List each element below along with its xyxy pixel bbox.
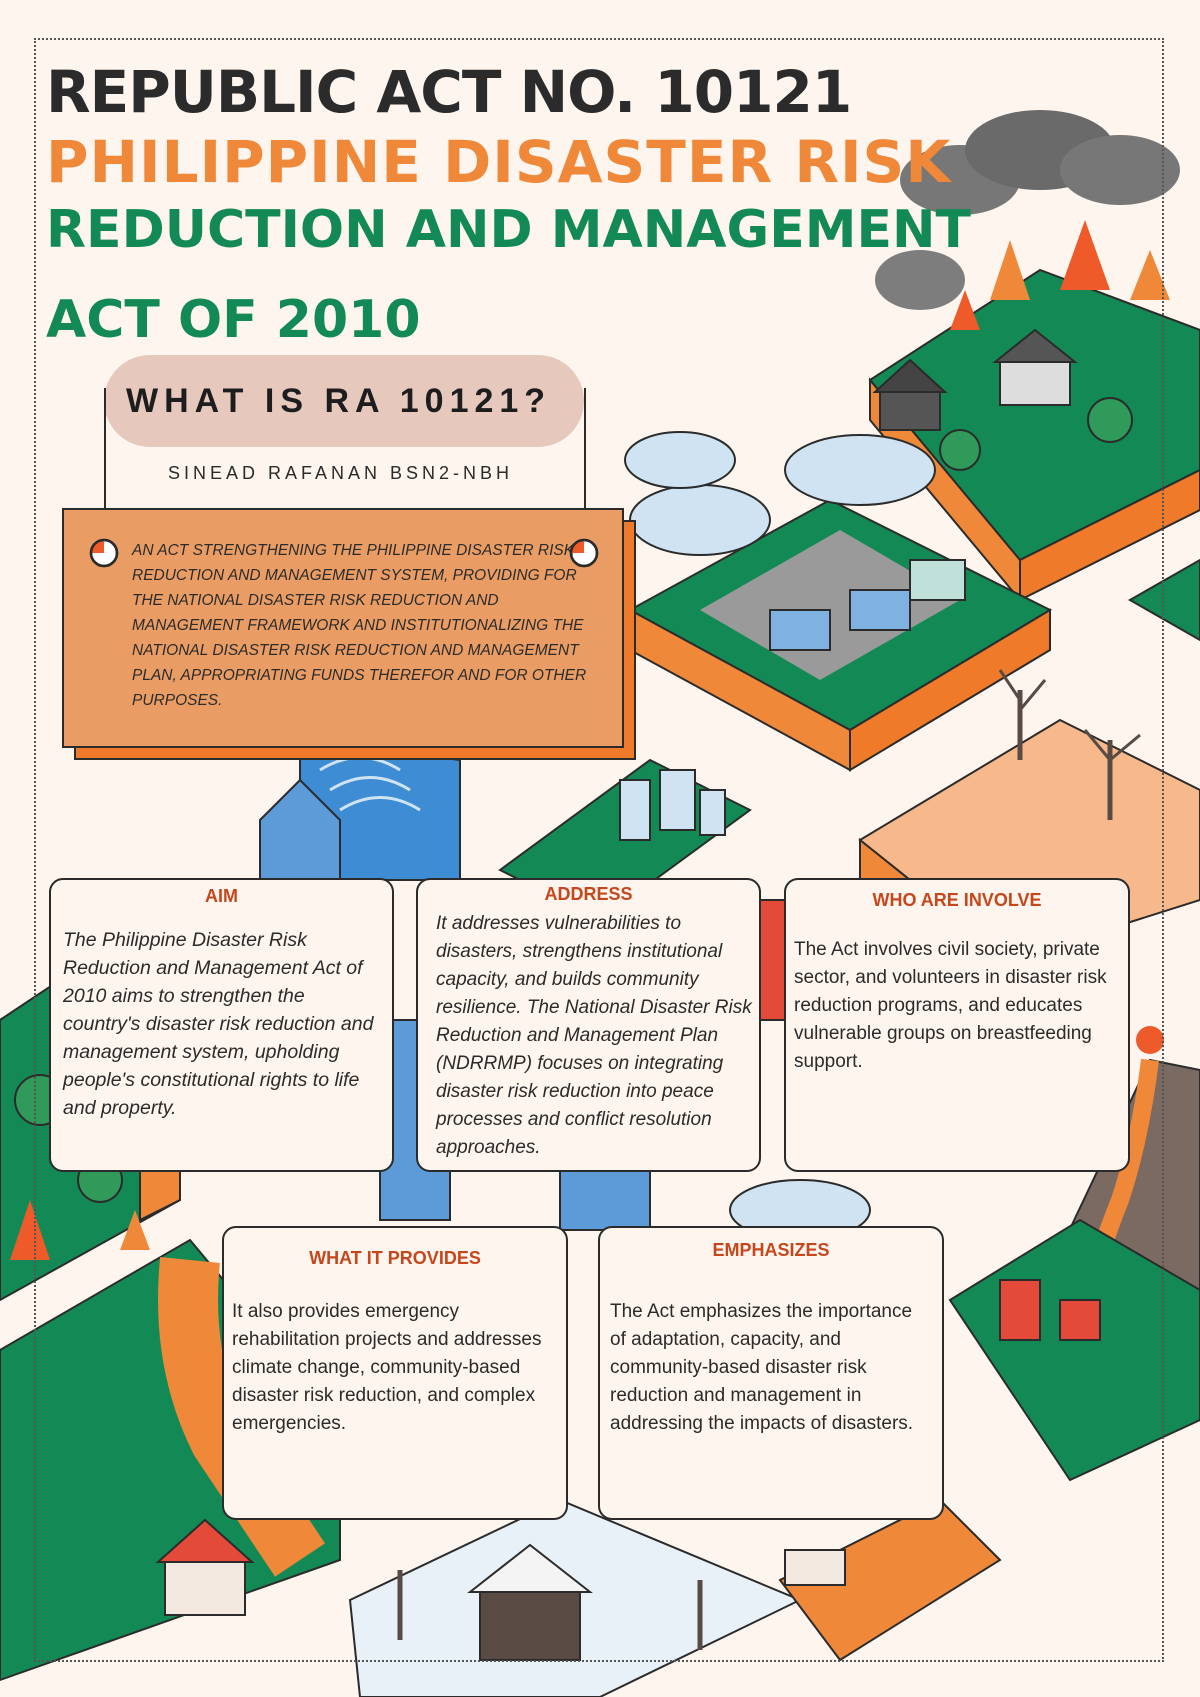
address-title: ADDRESS [544,884,633,904]
emphasizes-title: EMPHASIZES [712,1240,830,1260]
provides-card [222,1226,568,1520]
address-body: It addresses vulnerabilities to disasters, strengthens institutional capacity, and builds community resilience. The National Disaster Risk Reduction and Management Plan (NDRRMP) focuses on integrating disaster risk reduction into peace processes and conflict resolution approaches. [436,913,752,1158]
title-line-4: ACT OF 2010 [46,290,421,350]
aim-body: The Philippine Disaster Risk Reduction and Management Act of 2010 aims to strengthen the country's disaster risk reduction and management system, upholding people's constitutional rights to life and property. [63,929,374,1119]
intro-description: AN ACT STRENGTHENING THE PHILIPPINE DISASTER RISK REDUCTION AND MANAGEMENT SYSTEM, PROVIDING FOR THE NATIONAL DISASTER RISK REDUCTION AND MANAGEMENT FRAMEWORK AND INSTITUTIONALIZING THE NATIONAL DISASTER RISK REDUCTION AND MANAGEMENT PLAN, APPROPRIATING FUNDS THEREFOR AND FOR OTHER PURPOSES. [132,542,587,709]
aim-title: AIM [205,886,238,906]
pin-icon [89,538,119,568]
title-line-1: REPUBLIC ACT NO. 10121 [46,58,852,126]
involve-card [784,878,1130,1172]
involve-body: The Act involves civil society, private sector, and volunteers in disaster risk reduction programs, and educates vulnerable groups on breastfeeding support. [794,939,1107,1072]
title-line-2: PHILIPPINE DISASTER RISK [46,128,952,196]
snow-storm-tile [350,1500,800,1697]
question-heading: WHAT IS RA 10121? [126,382,552,420]
emphasizes-card [598,1226,944,1520]
emphasizes-body: The Act emphasizes the importance of adaptation, capacity, and community-based disaster risk reduction and management in addressing the impacts of disasters. [610,1301,914,1434]
provides-title: WHAT IT PROVIDES [309,1248,481,1268]
provides-body: It also provides emergency rehabilitation projects and addresses climate change, community-based disaster risk reduction, and complex emergencies. [232,1301,542,1434]
title-line-3: REDUCTION AND MANAGEMENT [46,200,972,260]
involve-title: WHO ARE INVOLVE [872,890,1042,910]
aim-card [49,878,394,1172]
address-card [416,878,761,1172]
author-name: SINEAD RAFANAN BSN2-NBH [168,463,514,483]
